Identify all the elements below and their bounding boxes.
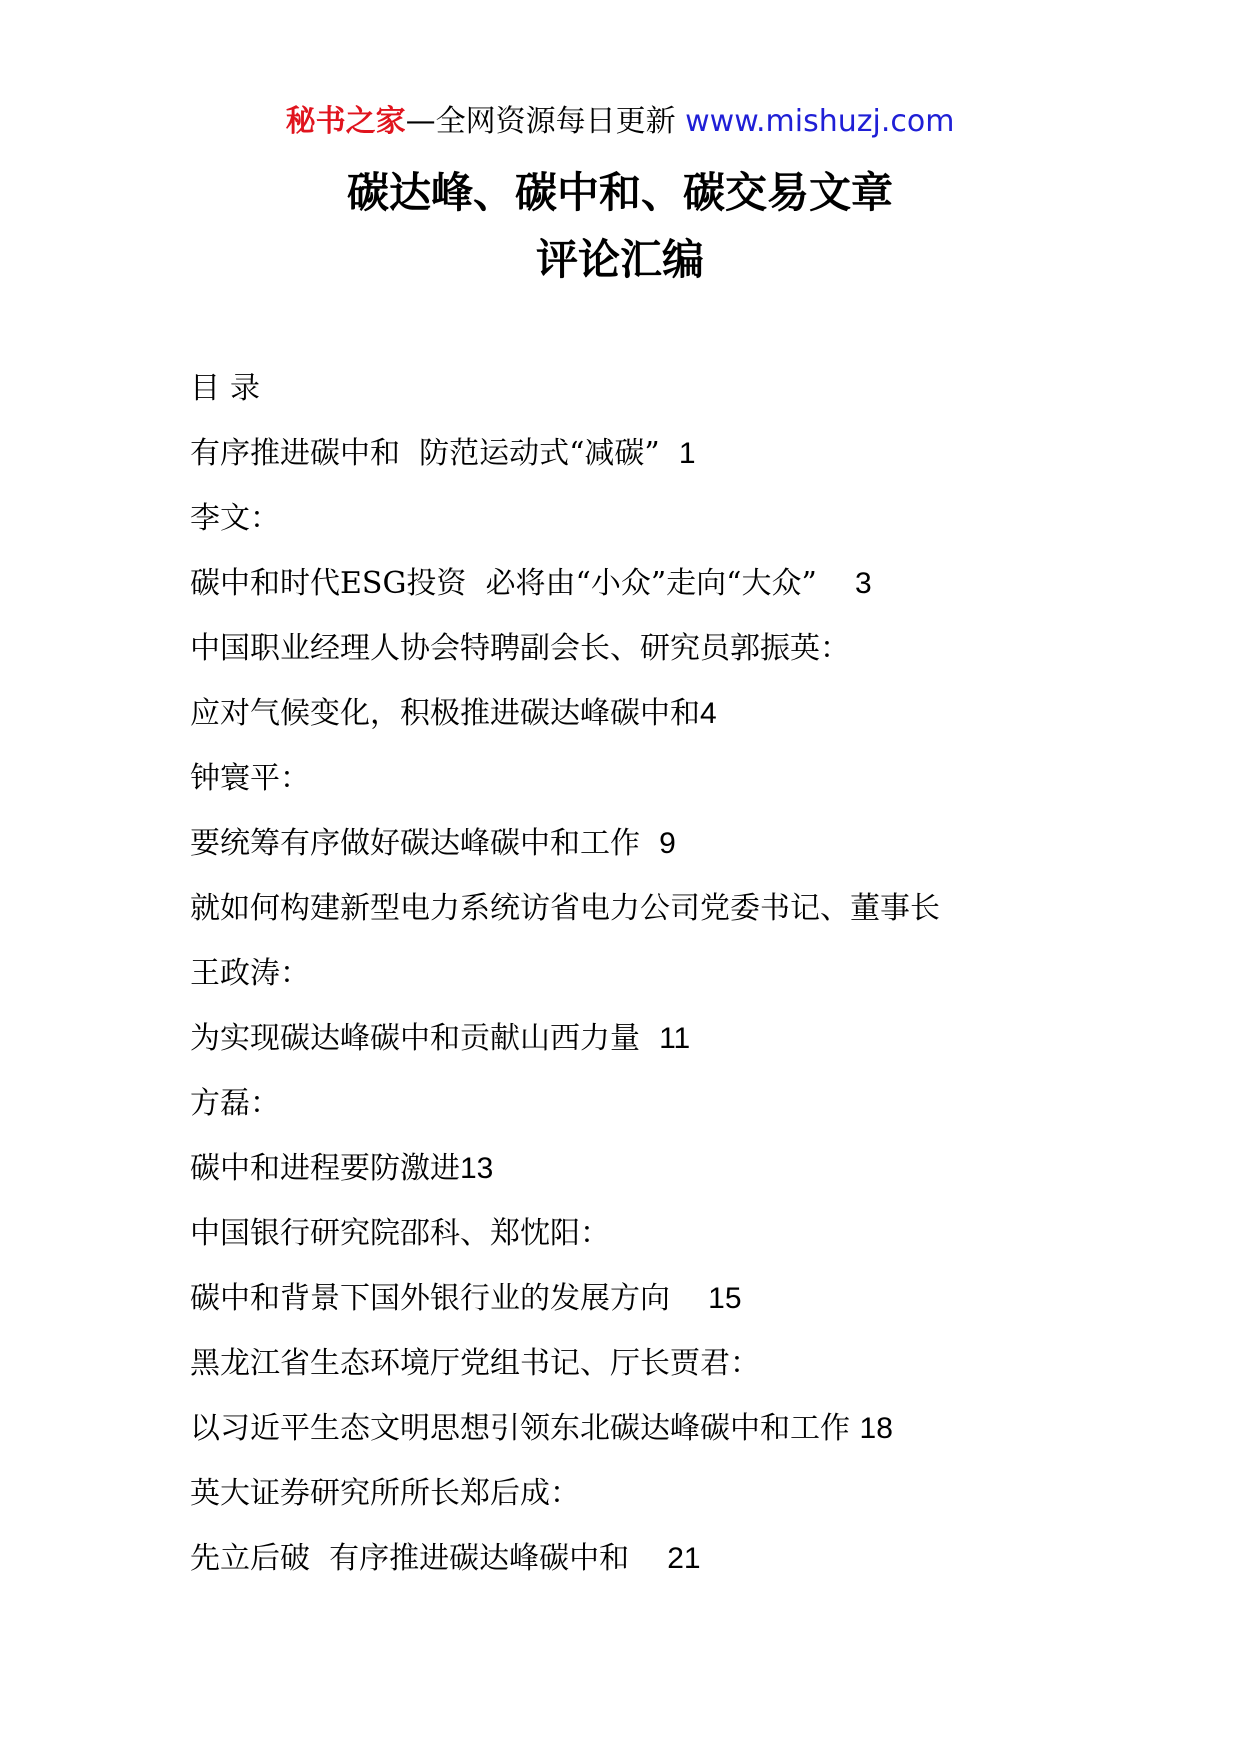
toc-entry-text: 方磊：: [190, 1086, 280, 1121]
brand-name: 秘书之家: [285, 104, 406, 139]
toc-entry-text: 中国银行研究院邵科、郑忱阳：: [190, 1216, 610, 1251]
toc-heading: [190, 356, 1150, 421]
toc-page-number: 18: [859, 1412, 893, 1445]
toc-entry-text: 有序推进碳中和 防范运动式“减碳”: [190, 436, 679, 471]
toc-heading-part-2: 录: [230, 371, 260, 406]
toc-entry-text: 应对气候变化，积极推进碳达峰碳中和: [190, 696, 700, 731]
toc-entry[interactable]: [190, 1266, 1150, 1331]
toc-entry-text: 先立后破 有序推进碳达峰碳中和: [190, 1541, 668, 1576]
toc-page-number: 15: [708, 1282, 742, 1315]
toc-entry-text: 王政涛：: [190, 956, 310, 991]
toc-entry[interactable]: [190, 1136, 1150, 1201]
toc-entry-text: 为实现碳达峰碳中和贡献山西力量: [190, 1021, 660, 1056]
toc-entry-text: 钟寰平：: [190, 761, 310, 796]
toc-entry[interactable]: [190, 1006, 1150, 1071]
toc-entry-text: 碳中和时代ESG投资 必将由“小众”走向“大众”: [190, 566, 855, 601]
toc-page-number: 21: [667, 1542, 701, 1575]
toc-author-line: [190, 486, 1150, 551]
toc-entry-text: 李文：: [190, 501, 280, 536]
site-banner: [0, 100, 1240, 144]
toc-page-number: 4: [700, 697, 717, 730]
toc-entry-text: 碳中和背景下国外银行业的发展方向: [190, 1281, 709, 1316]
toc-entry-text: 英大证券研究所所长郑后成：: [190, 1476, 580, 1511]
document-title-line-1: 碳达峰、碳中和、碳交易文章: [346, 168, 893, 217]
toc-page-number: 3: [854, 567, 872, 600]
toc-entry[interactable]: [190, 551, 1150, 616]
toc-page-number: 11: [659, 1022, 691, 1055]
toc-entry[interactable]: [190, 811, 1150, 876]
toc-author-line: [190, 876, 1150, 941]
toc-author-line: [190, 941, 1150, 1006]
site-url-link[interactable]: www.mishuzj.com: [685, 104, 955, 139]
toc-entry-text: 就如何构建新型电力系统访省电力公司党委书记、董事长: [190, 891, 940, 926]
toc-entry[interactable]: [190, 1396, 1150, 1461]
toc-entry-text: 要统筹有序做好碳达峰碳中和工作: [190, 826, 660, 861]
toc-page-number: 9: [659, 827, 676, 860]
toc-page-number: 13: [460, 1152, 494, 1185]
toc-author-line: [190, 746, 1150, 811]
toc-heading-part-1: 目: [190, 371, 220, 406]
toc-page-number: 1: [678, 437, 696, 470]
toc-author-line: [190, 1071, 1150, 1136]
toc-entry-text: 碳中和进程要防激进: [190, 1151, 460, 1186]
toc-entry[interactable]: [190, 681, 1150, 746]
banner-tagline: —全网资源每日更新: [405, 104, 686, 139]
toc-entry-text: 中国职业经理人协会特聘副会长、研究员郭振英：: [190, 631, 850, 666]
table-of-contents: [190, 356, 1150, 1591]
toc-author-line: [190, 1331, 1150, 1396]
toc-entry[interactable]: [190, 1526, 1150, 1591]
toc-entry-text: 黑龙江省生态环境厅党组书记、厅长贾君：: [190, 1346, 760, 1381]
toc-author-line: [190, 1461, 1150, 1526]
toc-author-line: [190, 1201, 1150, 1266]
toc-entry-text: 以习近平生态文明思想引领东北碳达峰碳中和工作: [190, 1411, 860, 1446]
toc-entry[interactable]: [190, 421, 1150, 486]
document-title-line-2: 评论汇编: [535, 235, 704, 284]
toc-entries: [190, 421, 1150, 1591]
toc-author-line: [190, 616, 1150, 681]
